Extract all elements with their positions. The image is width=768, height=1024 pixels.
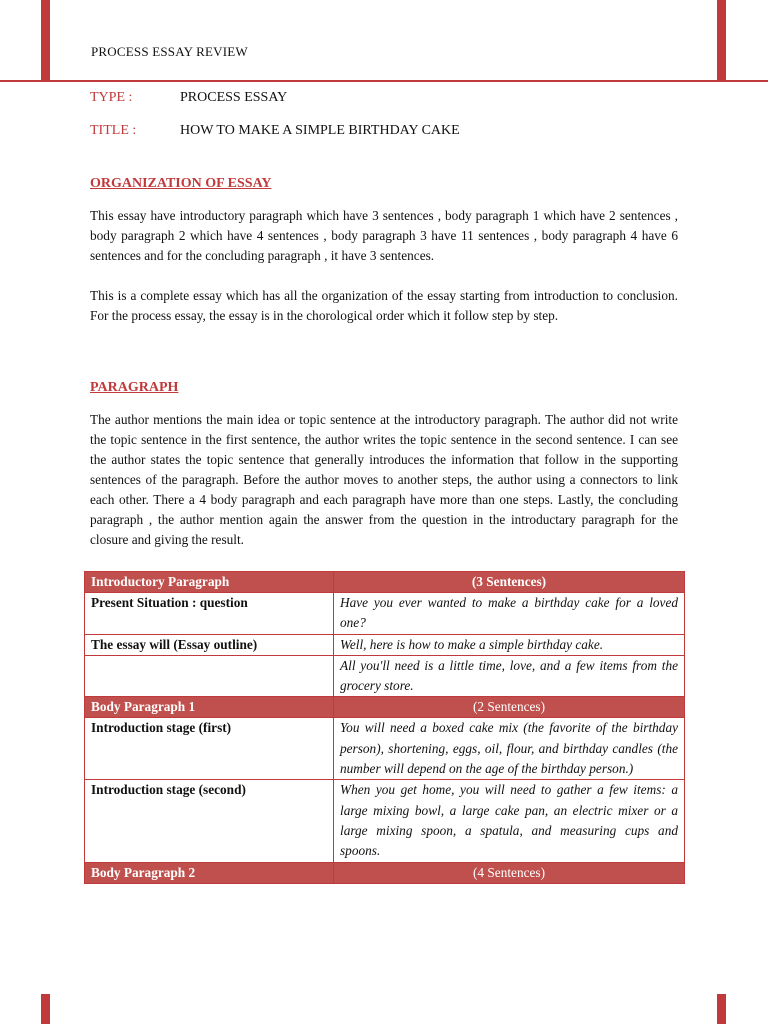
table-section-header — [85, 572, 685, 593]
row-label: Present Situation : question — [85, 593, 334, 635]
row-label: Introduction stage (second) — [85, 780, 334, 862]
row-label — [85, 655, 334, 697]
row-quote: When you get home, you will need to gather a few items: a large mixing bowl, a large cake pan, an electric mixer or a large mixing spoon, a spatula, and measuring cups and spoons. — [334, 780, 685, 862]
paragraph-heading: PARAGRAPH — [90, 380, 179, 395]
table-section-header — [85, 697, 685, 718]
row-quote: You will need a boxed cake mix (the favorite of the birthday person), shortening, eggs, oil, flour, and birthday candles (the number will depend on the age of the birthday person.) — [334, 718, 685, 780]
table-section-header — [85, 862, 685, 883]
row-quote: Have you ever wanted to make a birthday cake for a loved one? — [334, 593, 685, 635]
organization-paragraph-1: This essay have introductory paragraph which have 3 sentences , body paragraph 1 which have 2 sentences , body paragraph 2 which have 4 sentences , body paragraph 3 have 11 sentences , body paragraph 4 have 6 sentences and for the concluding paragraph , it have 3 sentences. — [90, 208, 678, 263]
section-label: Introductory Paragraph — [85, 572, 334, 593]
table-row — [85, 718, 685, 780]
table-row — [85, 780, 685, 862]
page-header-title: PROCESS ESSAY REVIEW — [91, 44, 248, 59]
section-sentence-count: (4 Sentences) — [334, 862, 685, 883]
table-row — [85, 593, 685, 635]
section-sentence-count: (2 Sentences) — [334, 697, 685, 718]
section-label: Body Paragraph 2 — [85, 862, 334, 883]
row-label: Introduction stage (first) — [85, 718, 334, 780]
title-label: TITLE : — [90, 123, 137, 138]
left-top-accent-bar — [41, 0, 50, 80]
row-quote: Well, here is how to make a simple birthday cake. — [334, 634, 685, 655]
essay-structure-table — [84, 571, 685, 884]
section-label: Body Paragraph 1 — [85, 697, 334, 718]
right-top-accent-bar — [717, 0, 726, 80]
paragraph-analysis: The author mentions the main idea or topic sentence at the introductory paragraph. The author did not write the topic sentence in the first sentence, the author writes the topic sentence in the second sentence. I can see the author states the topic sentence that generally introduces the information that follow in the supporting sentences of the paragraph. Before the author moves to another steps, the author using a connectors to link each other. There a 4 body paragraph and each paragraph have more than one steps. Lastly, the concluding paragraph , the author mention again the answer from the question in the introductary paragraph for the closure and giving the result. — [90, 412, 678, 547]
section-sentence-count: (3 Sentences) — [334, 572, 685, 593]
type-label: TYPE : — [90, 90, 133, 105]
right-bottom-accent-bar — [717, 994, 726, 1024]
row-label: The essay will (Essay outline) — [85, 634, 334, 655]
table-row — [85, 634, 685, 655]
row-quote: All you'll need is a little time, love, and a few items from the grocery store. — [334, 655, 685, 697]
organization-heading: ORGANIZATION OF ESSAY — [90, 176, 272, 191]
header-rule — [0, 80, 768, 82]
table-row — [85, 655, 685, 697]
organization-paragraph-2: This is a complete essay which has all the organization of the essay starting from introduction to conclusion. For the process essay, the essay is in the chorological order which it follow step by step. — [90, 288, 678, 323]
title-value: HOW TO MAKE A SIMPLE BIRTHDAY CAKE — [180, 123, 460, 138]
type-value: PROCESS ESSAY — [180, 90, 288, 105]
left-bottom-accent-bar — [41, 994, 50, 1024]
